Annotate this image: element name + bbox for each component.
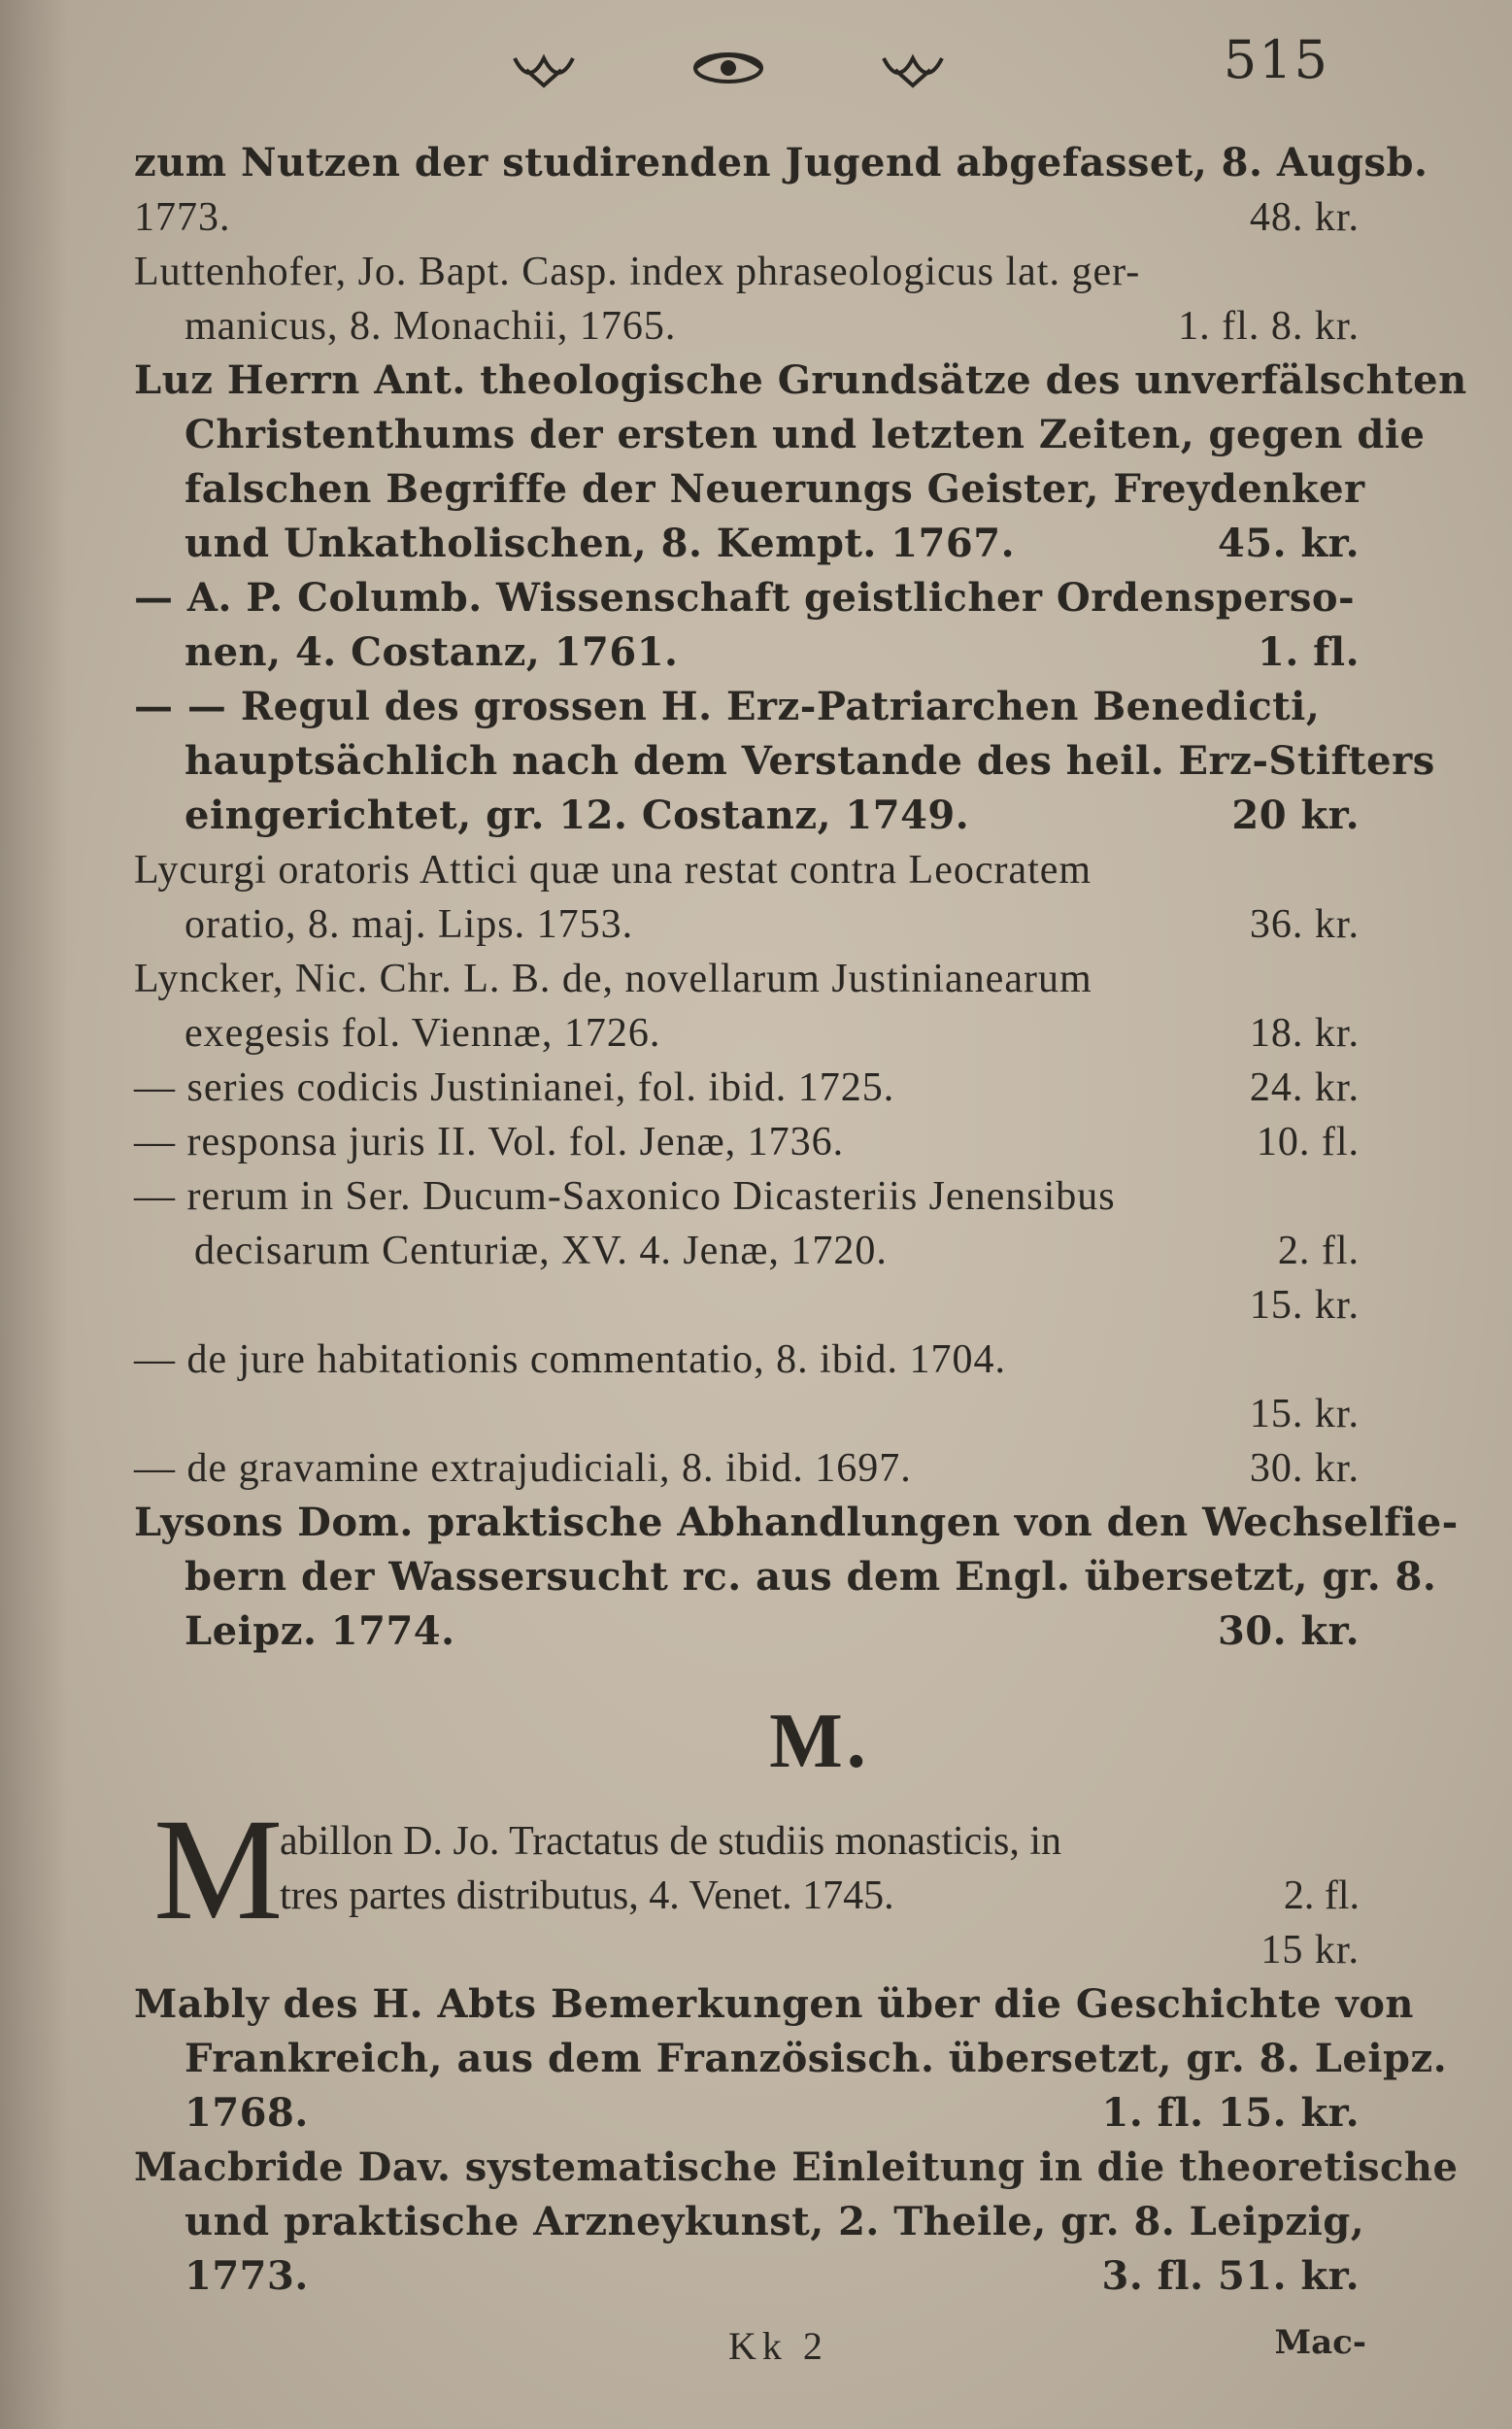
entry-price: 1. fl. 15. kr. (1101, 2090, 1360, 2136)
entry-text: 1768. (185, 2090, 309, 2136)
catalogue-line (134, 843, 1360, 897)
dropcap-line-2 (280, 1869, 1360, 1923)
entry-price: 24. kr. (1249, 1065, 1360, 1110)
catalogue-line (134, 1006, 1360, 1061)
entry-text: 1773. (134, 195, 231, 240)
entry-text: hauptsächlich nach dem Verstande des heil. Erz-Stifters (185, 738, 1435, 784)
catalogue-entries (134, 136, 1467, 2304)
catalogue-line (134, 1333, 1360, 1387)
entry-price: 48. kr. (1249, 195, 1360, 240)
entry-text: — rerum in Ser. Ducum-Saxonico Dicasteriis Jenensibus (134, 1174, 1116, 1219)
entry-text: Christenthums der ersten und letzten Zeiten, gegen die (185, 412, 1426, 457)
entry-price: 36. kr. (1249, 902, 1360, 947)
catalogue-line (134, 1387, 1360, 1441)
dropcap-line-2-text: tres partes distributus, 4. Venet. 1745. (280, 1873, 894, 1918)
catalogue-line (134, 245, 1360, 299)
entry-text: Mably des H. Abts Bemerkungen über die Geschichte von (134, 1981, 1414, 2027)
entry-text: exegesis fol. Viennæ, 1726. (185, 1011, 661, 1056)
floral-ornament-icon (505, 39, 952, 97)
entry-text: 1773. (185, 2253, 309, 2299)
catalogue-line (134, 1224, 1360, 1278)
entry-text: oratio, 8. maj. Lips. 1753. (185, 902, 634, 947)
catalogue-line (134, 2141, 1459, 2195)
entry-text: Luz Herrn Ant. theologische Grundsätze des unverfälschten (134, 357, 1467, 403)
catalogue-line (134, 2195, 1365, 2249)
catalogue-line (134, 680, 1360, 734)
entry-text: — series codicis Justinianei, fol. ibid. 1725. (134, 1065, 895, 1110)
entry-text: — — Regul des grossen H. Erz-Patriarchen Benedicti, (134, 684, 1321, 729)
entry-text: decisarum Centuriæ, XV. 4. Jenæ, 1720. (194, 1229, 888, 1273)
entry-text: Leipz. 1774. (185, 1608, 455, 1654)
entry-text: und Unkatholischen, 8. Kempt. 1767. (185, 521, 1016, 566)
catalogue-line (134, 571, 1360, 625)
dropcap-line-1: abillon D. Jo. Tractatus de studiis monasticis, in (280, 1819, 1061, 1864)
entry-text: Luttenhofer, Jo. Bapt. Casp. index phraseologicus lat. ger- (134, 250, 1141, 294)
catalogue-line (134, 1604, 1360, 1659)
entry-price: 45. kr. (1217, 521, 1360, 566)
entry-price: 15. kr. (1249, 1392, 1360, 1436)
entry-price: 10. fl. (1256, 1120, 1360, 1164)
catalogue-line (134, 2032, 1448, 2086)
section-heading-text: M. (769, 1699, 870, 1784)
catalogue-line (134, 408, 1426, 462)
entry-price: 3. fl. 51. kr. (1101, 2253, 1360, 2299)
entry-text: — responsa juris II. Vol. fol. Jenæ, 1736. (134, 1120, 845, 1164)
entry-price: 30. kr. (1217, 1608, 1360, 1654)
dropcap-entry (134, 1789, 1360, 1950)
catalogue-line (134, 734, 1435, 789)
catalogue-line (134, 354, 1467, 408)
page-number: 515 (1223, 29, 1329, 90)
catchword: Mac- (1274, 2323, 1366, 2362)
entry-text: zum Nutzen der studirenden Jugend abgefasset, 8. Augsb. (134, 140, 1428, 186)
entry-text: Lycurgi oratoris Attici quæ una restat contra Leocratem (134, 848, 1092, 893)
entry-text: — de gravamine extrajudiciali, 8. ibid. 1697. (134, 1446, 912, 1491)
catalogue-line (134, 625, 1360, 680)
catalogue-line (134, 1278, 1360, 1333)
entry-text: — A. P. Columb. Wissenschaft geistlicher Ordensperso- (134, 575, 1356, 621)
catalogue-line (134, 2086, 1360, 2141)
catalogue-line (134, 1115, 1360, 1169)
dropcap-letter: M (153, 1789, 284, 1950)
entry-text: Macbride Dav. systematische Einleitung in die theoretische (134, 2144, 1459, 2190)
entry-price: 20 kr. (1231, 793, 1360, 838)
entry-price: 1. fl. 8. kr. (1178, 304, 1360, 349)
entry-text: bern der Wassersucht rc. aus dem Engl. übersetzt, gr. 8. (185, 1554, 1437, 1600)
entry-text: manicus, 8. Monachii, 1765. (185, 304, 677, 349)
catalogue-line (134, 952, 1360, 1006)
catalogue-line (134, 2249, 1360, 2304)
catalogue-line (134, 897, 1360, 952)
section-heading (134, 1659, 1360, 1814)
entry-text: Lyncker, Nic. Chr. L. B. de, novellarum Justinianearum (134, 957, 1092, 1001)
entry-price: 2. fl. (1277, 1229, 1360, 1273)
catalogue-line (134, 1169, 1360, 1224)
catalogue-line (134, 517, 1360, 571)
catalogue-line (134, 1496, 1459, 1550)
entry-text: eingerichtet, gr. 12. Costanz, 1749. (185, 793, 970, 838)
entry-text: falschen Begriffe der Neuerungs Geister, Freydenker (185, 466, 1365, 512)
catalogue-line (134, 1977, 1414, 2032)
catalogue-line (134, 789, 1360, 843)
entry-text: — de jure habitationis commentatio, 8. ibid. 1704. (134, 1337, 1007, 1382)
entry-text: Frankreich, aus dem Französisch. übersetzt, gr. 8. Leipz. (185, 2036, 1448, 2081)
entry-price: 15. kr. (1249, 1283, 1360, 1328)
catalogue-line (134, 1441, 1360, 1496)
catalogue-line (134, 136, 1428, 190)
entry-price: 18. kr. (1249, 1011, 1360, 1056)
signature-mark: Kk 2 (728, 2324, 828, 2368)
catalogue-line (134, 1923, 1360, 1977)
catalogue-line (134, 299, 1360, 354)
entry-price: 15 kr. (1260, 1928, 1360, 1973)
catalogue-line (134, 462, 1365, 517)
entry-price: 30. kr. (1249, 1446, 1360, 1491)
entry-text: nen, 4. Costanz, 1761. (185, 629, 679, 675)
entry-text: und praktische Arzneykunst, 2. Theile, gr. 8. Leipzig, (185, 2199, 1365, 2244)
catalogue-line (134, 1061, 1360, 1115)
dropcap-line-2-price: 2. fl. (1283, 1873, 1360, 1918)
catalogue-line (134, 1550, 1437, 1604)
entry-price: 1. fl. (1257, 629, 1360, 675)
entry-text: Lysons Dom. praktische Abhandlungen von den Wechselfie- (134, 1500, 1459, 1545)
catalogue-line (134, 190, 1360, 245)
